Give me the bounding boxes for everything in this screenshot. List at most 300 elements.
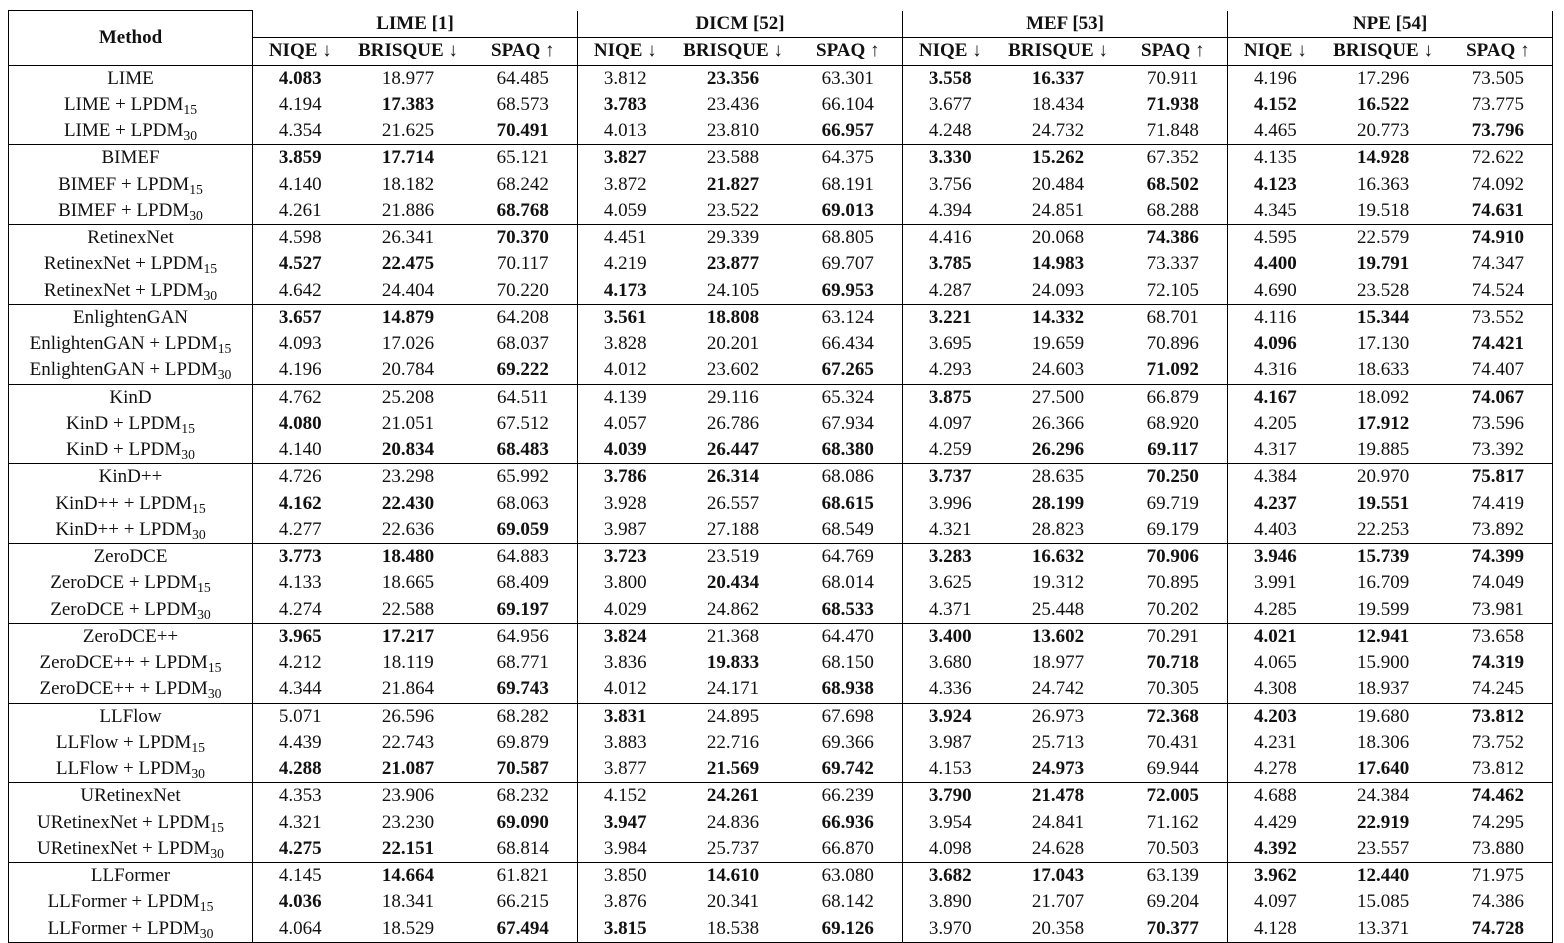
method-cell (9, 570, 253, 596)
dataset-header-lime (253, 11, 578, 38)
value-cell: 4.212 (253, 650, 348, 676)
value-cell: 3.561 (578, 304, 673, 331)
value-cell: 16.363 (1356, 173, 1410, 195)
value-cell: 16.522 (1356, 93, 1410, 115)
dataset-ref: [1] (431, 12, 454, 34)
value-cell: 66.215 (496, 891, 549, 913)
table-row (9, 172, 1553, 198)
value-cell: 4.642 (253, 278, 348, 305)
value-cell: 17.026 (381, 333, 435, 355)
value-cell: 65.324 (794, 384, 903, 411)
value-cell: 66.104 (821, 93, 874, 115)
value-cell: 4.598 (253, 225, 348, 252)
value-cell: 3.872 (578, 172, 673, 198)
value-cell: 4.451 (578, 225, 673, 252)
value-cell: 18.808 (673, 304, 794, 331)
method-name: RetinexNet (87, 227, 174, 249)
value-cell: 69.222 (496, 359, 549, 381)
value-cell: 68.615 (821, 492, 874, 514)
method-subscript: 30 (197, 606, 211, 622)
value-cell: 3.682 (903, 863, 998, 890)
value-cell: 16.337 (998, 65, 1119, 92)
value-cell: 4.317 (1228, 437, 1323, 464)
metric-header-niqe: NIQE ↓ (903, 37, 998, 65)
value-cell: 23.557 (1356, 837, 1410, 859)
value-cell: 12.440 (1323, 863, 1444, 890)
method-subscript: 30 (191, 766, 205, 782)
value-cell: 22.430 (381, 492, 435, 514)
value-cell: 74.728 (1444, 916, 1553, 943)
value-cell: 19.518 (1356, 199, 1410, 221)
value-cell: 14.983 (1031, 253, 1085, 275)
value-cell: 4.080 (253, 411, 348, 437)
value-cell: 69.126 (794, 916, 903, 943)
value-cell: 68.086 (794, 464, 903, 491)
value-cell: 18.182 (381, 173, 435, 195)
method-name: RetinexNet + LPDM (43, 279, 204, 301)
method-cell (9, 517, 253, 544)
value-cell: 24.384 (1323, 783, 1444, 810)
value-cell: 69.090 (496, 811, 549, 833)
value-cell: 24.093 (1031, 279, 1085, 301)
method-name: LLFormer + LPDM (47, 917, 200, 939)
value-cell: 70.906 (1119, 544, 1228, 571)
table-row (9, 384, 1553, 411)
value-cell: 4.059 (578, 198, 673, 225)
value-cell: 18.092 (1323, 384, 1444, 411)
value-cell: 70.117 (496, 253, 549, 275)
method-name: BIMEF (101, 147, 160, 169)
table-row (9, 889, 1553, 915)
value-cell: 24.404 (381, 279, 435, 301)
value-cell: 70.291 (1119, 623, 1228, 650)
value-cell: 74.631 (1444, 198, 1553, 225)
value-cell: 70.491 (496, 120, 549, 142)
value-cell: 21.886 (381, 199, 435, 221)
value-cell: 14.664 (348, 863, 469, 890)
method-name: KinD + LPDM (66, 439, 182, 461)
method-cell (9, 145, 253, 172)
value-cell: 18.977 (1031, 652, 1085, 674)
value-cell: 3.831 (578, 703, 673, 730)
value-cell: 4.353 (253, 783, 348, 810)
value-cell: 4.248 (903, 118, 998, 145)
value-cell: 27.500 (998, 384, 1119, 411)
value-cell: 14.879 (348, 304, 469, 331)
method-subscript: 15 (189, 181, 203, 197)
value-cell: 24.862 (706, 598, 760, 620)
method-cell (9, 730, 253, 756)
value-cell: 26.341 (348, 225, 469, 252)
metric-header-niqe: NIQE ↓ (253, 37, 348, 65)
value-cell: 18.434 (1031, 93, 1085, 115)
value-cell: 63.080 (794, 863, 903, 890)
method-cell (9, 278, 253, 305)
value-cell: 4.039 (578, 437, 673, 464)
method-cell (9, 304, 253, 331)
value-cell: 3.924 (903, 703, 998, 730)
value-cell: 69.117 (1147, 439, 1199, 461)
value-cell: 3.876 (578, 889, 673, 915)
value-cell: 4.123 (1228, 172, 1323, 198)
method-cell (9, 916, 253, 943)
value-cell: 68.533 (821, 598, 874, 620)
method-name: URetinexNet (80, 785, 181, 807)
value-cell: 73.752 (1444, 730, 1553, 756)
value-cell: 65.992 (469, 464, 578, 491)
value-cell: 24.105 (706, 279, 760, 301)
value-cell: 4.194 (253, 92, 348, 118)
table-row (9, 676, 1553, 703)
value-cell: 66.879 (1119, 384, 1228, 411)
value-cell: 20.358 (998, 916, 1119, 943)
method-cell (9, 836, 253, 863)
value-cell: 20.784 (381, 359, 435, 381)
method-name: EnlightenGAN + LPDM (29, 333, 218, 355)
table-row (9, 756, 1553, 783)
value-cell: 3.987 (578, 517, 673, 544)
value-cell: 68.142 (821, 891, 874, 913)
value-cell: 4.196 (253, 357, 348, 384)
value-cell: 68.150 (821, 652, 874, 674)
value-cell: 12.941 (1323, 623, 1444, 650)
value-cell: 74.421 (1444, 331, 1553, 357)
value-cell: 23.230 (381, 811, 435, 833)
value-cell: 68.502 (1146, 173, 1199, 195)
dataset-ref: [54] (1395, 12, 1428, 34)
value-cell: 23.602 (706, 359, 760, 381)
value-cell: 4.083 (253, 65, 348, 92)
value-cell: 4.316 (1228, 357, 1323, 384)
method-cell (9, 251, 253, 277)
value-cell: 4.394 (903, 198, 998, 225)
value-cell: 4.167 (1228, 384, 1323, 411)
metric-header-brisque: BRISQUE ↓ (1333, 40, 1433, 61)
value-cell: 4.384 (1228, 464, 1323, 491)
value-cell: 19.833 (706, 652, 760, 674)
value-cell: 66.870 (821, 837, 874, 859)
value-cell: 74.049 (1444, 570, 1553, 596)
method-subscript: 15 (183, 101, 198, 117)
value-cell: 74.462 (1444, 783, 1553, 810)
value-cell: 69.707 (821, 253, 874, 275)
method-name: KinD + LPDM (66, 412, 182, 434)
value-cell: 26.596 (348, 703, 469, 730)
value-cell: 19.680 (1323, 703, 1444, 730)
value-cell: 4.275 (253, 836, 348, 863)
value-cell: 4.690 (1228, 278, 1323, 305)
value-cell: 15.085 (1356, 891, 1410, 913)
value-cell: 3.800 (578, 570, 673, 596)
value-cell: 27.188 (706, 518, 760, 540)
method-name: LLFormer + LPDM (47, 891, 200, 913)
value-cell: 67.512 (496, 412, 549, 434)
value-cell: 63.124 (794, 304, 903, 331)
value-cell: 71.975 (1444, 863, 1553, 890)
value-cell: 23.528 (1356, 279, 1410, 301)
value-cell: 74.295 (1444, 810, 1553, 836)
method-name: RetinexNet + LPDM (43, 253, 204, 275)
value-cell: 4.196 (1228, 65, 1323, 92)
value-cell: 4.064 (253, 916, 348, 943)
value-cell: 4.162 (253, 491, 348, 517)
value-cell: 68.483 (496, 439, 549, 461)
value-cell: 74.347 (1444, 251, 1553, 277)
value-cell: 4.140 (253, 437, 348, 464)
method-name: ZeroDCE (93, 546, 168, 568)
value-cell: 22.716 (706, 731, 760, 753)
value-cell: 70.431 (1146, 731, 1199, 753)
value-cell: 16.709 (1356, 572, 1410, 594)
value-cell: 64.208 (469, 304, 578, 331)
value-cell: 19.659 (1031, 333, 1085, 355)
value-cell: 3.657 (253, 304, 348, 331)
value-cell: 68.288 (1146, 199, 1199, 221)
value-cell: 3.965 (253, 623, 348, 650)
value-cell: 24.742 (1031, 678, 1085, 700)
table-row (9, 863, 1553, 890)
value-cell: 20.068 (998, 225, 1119, 252)
value-cell: 67.698 (794, 703, 903, 730)
value-cell: 73.596 (1444, 411, 1553, 437)
value-cell: 72.622 (1444, 145, 1553, 172)
value-cell: 24.261 (673, 783, 794, 810)
method-subscript: 30 (189, 207, 203, 223)
value-cell: 73.892 (1444, 517, 1553, 544)
method-subscript: 30 (191, 526, 206, 542)
method-cell (9, 676, 253, 703)
value-cell: 73.812 (1444, 703, 1553, 730)
method-cell (9, 198, 253, 225)
value-cell: 3.815 (578, 916, 673, 943)
value-cell: 3.824 (578, 623, 673, 650)
value-cell: 4.135 (1228, 145, 1323, 172)
value-cell: 4.336 (903, 676, 998, 703)
value-cell: 63.139 (1119, 863, 1228, 890)
value-cell: 21.827 (706, 173, 760, 195)
dataset-ref: [53] (1072, 12, 1104, 34)
value-cell: 3.883 (578, 730, 673, 756)
value-cell: 68.242 (496, 173, 549, 195)
value-cell: 3.221 (903, 304, 998, 331)
value-cell: 4.278 (1228, 756, 1323, 783)
value-cell: 4.429 (1228, 810, 1323, 836)
value-cell: 4.116 (1228, 304, 1323, 331)
metric-header-niqe: NIQE ↓ (578, 37, 673, 65)
table-row (9, 597, 1553, 624)
value-cell: 19.791 (1356, 253, 1410, 275)
value-cell: 4.021 (1228, 623, 1323, 650)
value-cell: 74.386 (1444, 889, 1553, 915)
value-cell: 21.478 (998, 783, 1119, 810)
table-row (9, 783, 1553, 810)
value-cell: 69.944 (1146, 758, 1199, 780)
value-cell: 20.201 (706, 333, 760, 355)
value-cell: 73.552 (1444, 304, 1553, 331)
value-cell: 20.773 (1356, 120, 1410, 142)
value-cell: 3.283 (903, 544, 998, 571)
method-name: ZeroDCE++ + LPDM (39, 652, 208, 674)
method-subscript: 30 (207, 686, 222, 702)
table-body (9, 65, 1553, 942)
value-cell: 69.742 (821, 758, 874, 780)
value-cell: 28.199 (1031, 492, 1085, 514)
value-cell: 19.312 (1031, 572, 1085, 594)
value-cell: 3.859 (253, 145, 348, 172)
value-cell: 4.403 (1228, 517, 1323, 544)
value-cell: 4.762 (253, 384, 348, 411)
value-cell: 68.573 (496, 93, 549, 115)
value-cell: 4.371 (903, 597, 998, 624)
value-cell: 4.288 (253, 756, 348, 783)
value-cell: 73.981 (1444, 597, 1553, 624)
table-row (9, 145, 1553, 172)
value-cell: 14.928 (1323, 145, 1444, 172)
value-cell: 70.911 (1119, 65, 1228, 92)
value-cell: 3.836 (578, 650, 673, 676)
value-cell: 24.732 (1031, 120, 1085, 142)
value-cell: 18.633 (1356, 359, 1410, 381)
value-cell: 73.775 (1444, 92, 1553, 118)
method-cell (9, 863, 253, 890)
value-cell: 3.962 (1228, 863, 1323, 890)
value-cell: 18.306 (1356, 731, 1410, 753)
value-cell: 4.036 (253, 889, 348, 915)
metric-header-spaq: SPAQ ↑ (1444, 37, 1553, 65)
value-cell: 29.339 (673, 225, 794, 252)
table-row (9, 225, 1553, 252)
table-row (9, 278, 1553, 305)
value-cell: 14.332 (998, 304, 1119, 331)
value-cell: 21.569 (706, 758, 760, 780)
value-cell: 3.991 (1228, 570, 1323, 596)
method-cell (9, 491, 253, 517)
value-cell: 70.377 (1119, 916, 1228, 943)
value-cell: 4.293 (903, 357, 998, 384)
value-cell: 20.341 (706, 891, 760, 913)
value-cell: 63.301 (794, 65, 903, 92)
method-subscript: 15 (197, 580, 211, 596)
table-row (9, 517, 1553, 544)
value-cell: 66.239 (794, 783, 903, 810)
value-cell: 73.812 (1444, 756, 1553, 783)
method-name: KinD++ (98, 466, 163, 488)
value-cell: 3.890 (903, 889, 998, 915)
value-cell: 74.067 (1444, 384, 1553, 411)
value-cell: 4.595 (1228, 225, 1323, 252)
method-cell (9, 225, 253, 252)
table-row (9, 491, 1553, 517)
value-cell: 73.392 (1444, 437, 1553, 464)
value-cell: 19.551 (1356, 492, 1410, 514)
value-cell: 18.977 (348, 65, 469, 92)
value-cell: 4.093 (253, 331, 348, 357)
value-cell: 26.973 (998, 703, 1119, 730)
method-name: EnlightenGAN (72, 306, 189, 328)
value-cell: 22.579 (1323, 225, 1444, 252)
value-cell: 72.368 (1119, 703, 1228, 730)
value-cell: 22.636 (381, 518, 435, 540)
metric-header-brisque: BRISQUE ↓ (683, 40, 783, 61)
method-cell (9, 384, 253, 411)
value-cell: 17.217 (348, 623, 469, 650)
value-cell: 3.330 (903, 145, 998, 172)
value-cell: 4.400 (1228, 251, 1323, 277)
value-cell: 68.191 (821, 173, 874, 195)
value-cell: 15.739 (1323, 544, 1444, 571)
value-cell: 22.475 (381, 253, 435, 275)
value-cell: 3.875 (903, 384, 998, 411)
table-row (9, 464, 1553, 491)
value-cell: 68.814 (496, 837, 549, 859)
value-cell: 69.204 (1146, 891, 1199, 913)
value-cell: 64.511 (469, 384, 578, 411)
metric-header-spaq: SPAQ ↑ (1141, 40, 1205, 61)
value-cell: 13.602 (998, 623, 1119, 650)
metric-header-niqe: NIQE ↓ (1228, 37, 1323, 65)
value-cell: 17.043 (998, 863, 1119, 890)
method-subscript: 15 (181, 420, 195, 436)
value-cell: 23.588 (673, 145, 794, 172)
value-cell: 23.436 (706, 93, 760, 115)
value-cell: 15.344 (1323, 304, 1444, 331)
method-name: KinD (109, 386, 152, 408)
value-cell: 4.140 (253, 172, 348, 198)
dataset-header-mef (903, 11, 1228, 38)
value-cell: 67.265 (821, 359, 874, 381)
table-row (9, 357, 1553, 384)
value-cell: 25.208 (348, 384, 469, 411)
value-cell: 3.695 (903, 331, 998, 357)
method-name: LLFlow (99, 705, 162, 727)
method-cell (9, 597, 253, 624)
method-subscript: 30 (183, 128, 198, 144)
value-cell: 26.557 (706, 492, 760, 514)
value-cell: 4.527 (253, 251, 348, 277)
dataset-name: MEF (1026, 12, 1068, 34)
value-cell: 4.439 (253, 730, 348, 756)
value-cell: 23.298 (348, 464, 469, 491)
value-cell: 73.505 (1444, 65, 1553, 92)
value-cell: 3.946 (1228, 544, 1323, 571)
value-cell: 20.834 (381, 439, 435, 461)
table-row (9, 331, 1553, 357)
table-row (9, 437, 1553, 464)
method-name: ZeroDCE + LPDM (50, 572, 198, 594)
table-row (9, 810, 1553, 836)
method-subscript: 15 (210, 819, 224, 835)
method-subscript: 15 (207, 660, 222, 676)
method-cell (9, 783, 253, 810)
value-cell: 3.790 (903, 783, 998, 810)
value-cell: 4.354 (253, 118, 348, 145)
value-cell: 17.296 (1323, 65, 1444, 92)
value-cell: 73.658 (1444, 623, 1553, 650)
method-subscript: 30 (181, 447, 195, 463)
method-subscript: 30 (203, 287, 218, 303)
value-cell: 74.399 (1444, 544, 1553, 571)
value-cell: 4.261 (253, 198, 348, 225)
value-cell: 18.937 (1356, 678, 1410, 700)
method-subscript: 15 (191, 500, 206, 516)
value-cell: 4.237 (1228, 491, 1323, 517)
value-cell: 69.013 (821, 199, 874, 221)
value-cell: 4.152 (578, 783, 673, 810)
results-table (8, 10, 1553, 943)
value-cell: 4.029 (578, 597, 673, 624)
value-cell: 64.883 (469, 544, 578, 571)
value-cell: 19.885 (1356, 439, 1410, 461)
